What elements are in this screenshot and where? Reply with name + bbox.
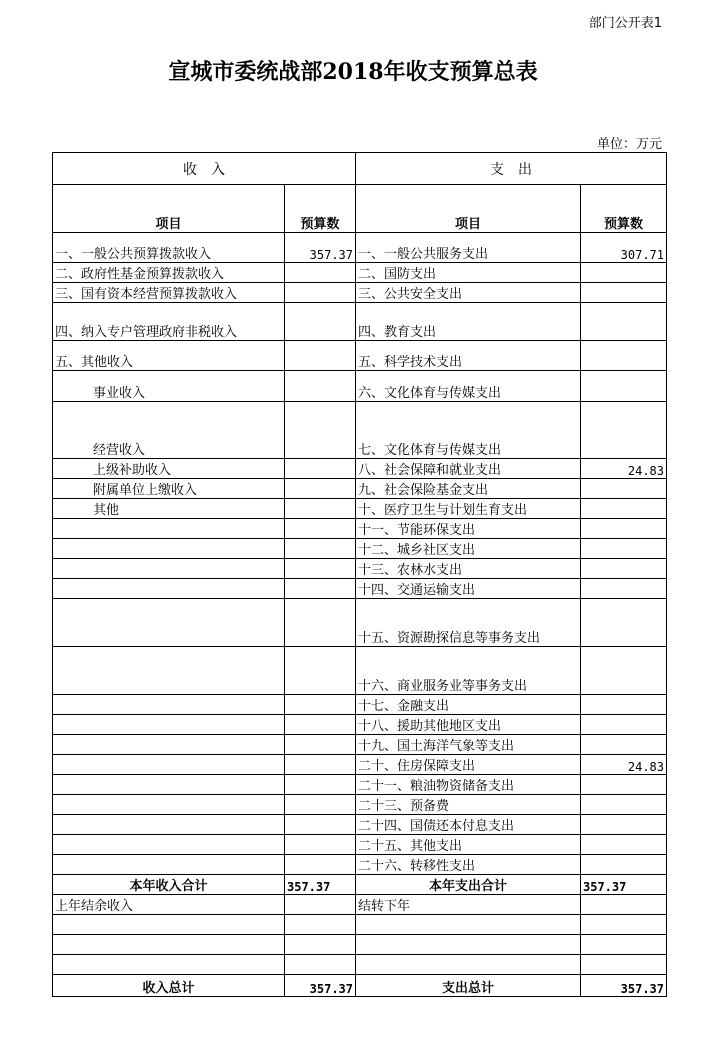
- income-value: [285, 695, 356, 715]
- table-row: [53, 835, 667, 855]
- expense-year-total-value: 357.37: [581, 875, 667, 895]
- income-item: [53, 775, 285, 795]
- income-item: [53, 795, 285, 815]
- carry-forward-value: [581, 895, 667, 915]
- table-row: [53, 695, 667, 715]
- expense-value: [581, 263, 667, 283]
- income-value: [285, 499, 356, 519]
- income-year-total-value: 357.37: [285, 875, 356, 895]
- income-item: 其他: [53, 499, 285, 519]
- expense-value: [581, 371, 667, 402]
- expense-item: 二十一、粮油物资储备支出: [356, 775, 581, 795]
- table-row: [53, 263, 667, 283]
- table-row: [53, 599, 667, 647]
- income-item: 附属单位上缴收入: [53, 479, 285, 499]
- expense-item: 九、社会保险基金支出: [356, 479, 581, 499]
- expense-value: [581, 402, 667, 459]
- table-row: [53, 647, 667, 695]
- income-value: [285, 715, 356, 735]
- expense-value: 24.83: [581, 459, 667, 479]
- expense-item: 七、文化体育与传媒支出: [356, 402, 581, 459]
- expense-item: 十六、商业服务业等事务支出: [356, 647, 581, 695]
- income-item: 事业收入: [53, 371, 285, 402]
- income-value: [285, 459, 356, 479]
- expense-item: 二十五、其他支出: [356, 835, 581, 855]
- income-item: [53, 735, 285, 755]
- table-row: [53, 303, 667, 341]
- expense-item: 二十、住房保障支出: [356, 755, 581, 775]
- expense-value: [581, 559, 667, 579]
- table-row: [53, 559, 667, 579]
- table-row: [53, 579, 667, 599]
- income-item-header: 项目: [53, 185, 285, 233]
- income-value: [285, 539, 356, 559]
- expense-item: 十四、交通运输支出: [356, 579, 581, 599]
- table-row: [53, 955, 667, 975]
- grand-total-row: [53, 975, 667, 997]
- expense-budget-header: 预算数: [581, 185, 667, 233]
- income-value: [285, 835, 356, 855]
- income-item: [53, 539, 285, 559]
- prior-year-balance-label: 上年结余收入: [53, 895, 285, 915]
- income-value: [285, 371, 356, 402]
- income-grand-total-value: 357.37: [285, 975, 356, 997]
- expense-value: [581, 579, 667, 599]
- table-row: [53, 755, 667, 775]
- expense-item: 十七、金融支出: [356, 695, 581, 715]
- income-item: 上级补助收入: [53, 459, 285, 479]
- expense-item: 十、医疗卫生与计划生育支出: [356, 499, 581, 519]
- table-row: [53, 795, 667, 815]
- income-item: 一、一般公共预算拨款收入: [53, 233, 285, 263]
- income-value: [285, 599, 356, 647]
- table-row: [53, 855, 667, 875]
- income-item: 经营收入: [53, 402, 285, 459]
- income-item: 三、国有资本经营预算拨款收入: [53, 283, 285, 303]
- income-year-total-label: 本年收入合计: [53, 875, 285, 895]
- income-item: [53, 755, 285, 775]
- table-row: [53, 519, 667, 539]
- income-value: [285, 479, 356, 499]
- table-number-label: 部门公开表1: [588, 16, 662, 31]
- income-value: [285, 647, 356, 695]
- income-item: 五、其他收入: [53, 341, 285, 371]
- expense-value: [581, 479, 667, 499]
- expense-value: [581, 303, 667, 341]
- income-item: 二、政府性基金预算拨款收入: [53, 263, 285, 283]
- table-row: [53, 715, 667, 735]
- income-value: [285, 579, 356, 599]
- table-row: [53, 775, 667, 795]
- expense-value: [581, 539, 667, 559]
- income-value: [285, 283, 356, 303]
- expense-value: [581, 695, 667, 715]
- expense-value: [581, 499, 667, 519]
- income-item: [53, 599, 285, 647]
- expense-item: 十九、国土海洋气象等支出: [356, 735, 581, 755]
- prior-year-balance-value: [285, 895, 356, 915]
- table-row: [53, 459, 667, 479]
- income-item: 四、纳入专户管理政府非税收入: [53, 303, 285, 341]
- table-row: [53, 371, 667, 402]
- income-value: [285, 402, 356, 459]
- expense-item: 十一、节能环保支出: [356, 519, 581, 539]
- expense-grand-total-label: 支出总计: [356, 975, 581, 997]
- expense-value: [581, 519, 667, 539]
- expense-item: 二、国防支出: [356, 263, 581, 283]
- income-value: [285, 559, 356, 579]
- table-row: [53, 735, 667, 755]
- unit-label: 单位：万元: [596, 137, 662, 152]
- expense-value: [581, 715, 667, 735]
- budget-table: [52, 152, 667, 997]
- income-value: [285, 735, 356, 755]
- income-value: 357.37: [285, 233, 356, 263]
- table-row: [53, 539, 667, 559]
- income-value: [285, 775, 356, 795]
- page-title: 宣城市委统战部2018年收支预算总表: [168, 59, 538, 85]
- income-value: [285, 519, 356, 539]
- income-value: [285, 303, 356, 341]
- expense-value: [581, 341, 667, 371]
- expense-item: 十五、资源勘探信息等事务支出: [356, 599, 581, 647]
- income-item: [53, 695, 285, 715]
- table-row: [53, 915, 667, 935]
- expense-section-header: 支 出: [356, 153, 667, 185]
- expense-item-header: 项目: [356, 185, 581, 233]
- table-row: [53, 935, 667, 955]
- income-item: [53, 519, 285, 539]
- carry-forward-label: 结转下年: [356, 895, 581, 915]
- expense-value: [581, 283, 667, 303]
- expense-value: [581, 647, 667, 695]
- income-section-header: 收 入: [53, 153, 356, 185]
- expense-grand-total-value: 357.37: [581, 975, 667, 997]
- expense-value: [581, 835, 667, 855]
- table-row: [53, 815, 667, 835]
- table-row: [53, 233, 667, 263]
- income-item: [53, 579, 285, 599]
- income-item: [53, 715, 285, 735]
- expense-item: 二十四、国债还本付息支出: [356, 815, 581, 835]
- expense-value: [581, 599, 667, 647]
- income-grand-total-label: 收入总计: [53, 975, 285, 997]
- expense-item: 一、一般公共服务支出: [356, 233, 581, 263]
- income-budget-header: 预算数: [285, 185, 356, 233]
- table-row: [53, 341, 667, 371]
- income-value: [285, 815, 356, 835]
- income-value: [285, 341, 356, 371]
- expense-item: 五、科学技术支出: [356, 341, 581, 371]
- table-row: [53, 479, 667, 499]
- income-value: [285, 755, 356, 775]
- expense-value: 307.71: [581, 233, 667, 263]
- expense-value: [581, 855, 667, 875]
- income-item: [53, 647, 285, 695]
- income-item: [53, 855, 285, 875]
- expense-item: 六、文化体育与传媒支出: [356, 371, 581, 402]
- carry-over-row: [53, 895, 667, 915]
- expense-value: 24.83: [581, 755, 667, 775]
- income-value: [285, 855, 356, 875]
- expense-item: 八、社会保障和就业支出: [356, 459, 581, 479]
- expense-year-total-label: 本年支出合计: [356, 875, 581, 895]
- expense-item: 十三、农林水支出: [356, 559, 581, 579]
- income-value: [285, 795, 356, 815]
- year-total-row: [53, 875, 667, 895]
- expense-value: [581, 735, 667, 755]
- expense-item: 二十六、转移性支出: [356, 855, 581, 875]
- expense-value: [581, 775, 667, 795]
- table-row: [53, 402, 667, 459]
- table-row: [53, 283, 667, 303]
- table-row: [53, 499, 667, 519]
- expense-item: 四、教育支出: [356, 303, 581, 341]
- expense-value: [581, 795, 667, 815]
- income-item: [53, 559, 285, 579]
- section-header-row: [53, 153, 667, 185]
- column-header-row: [53, 185, 667, 233]
- expense-value: [581, 815, 667, 835]
- expense-item: 三、公共安全支出: [356, 283, 581, 303]
- expense-item: 十二、城乡社区支出: [356, 539, 581, 559]
- income-item: [53, 815, 285, 835]
- income-value: [285, 263, 356, 283]
- expense-item: 二十三、预备费: [356, 795, 581, 815]
- expense-item: 十八、援助其他地区支出: [356, 715, 581, 735]
- income-item: [53, 835, 285, 855]
